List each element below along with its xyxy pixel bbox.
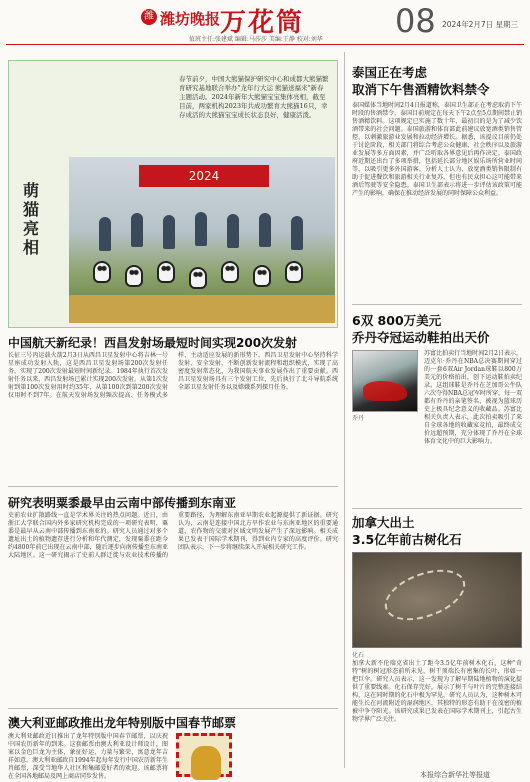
article-body-research: 史前农业扩散路线一直是学术界关注的热点问题。近日，由浙江大学联合国内外多家研究机构完成的一项研究表明，粟黍是最早从云南中部传播到东南亚的。研究人员通过对多个遗址出土的植物遗存进行分析和年代测定，发现粟黍在距今约4800年前已出现在云南中部，随后逐步向南传播至东南亚大陆地区。这一研究揭示了史前人群迁徙与农业技术传播的重要路径，为理解东南亚早期农业起源提供了新证据。研究认为，云南是连接中国北方旱作农业与东南亚地区的重要通道，农作物的交流对区域文明发展产生了深远影响。相关成果已发表于国际学术期刊，得到业内专家的高度评价。研究团队表示，下一步将继续深入开展相关研究工作。 [8,512,338,559]
article-divider [352,508,522,509]
panda-cub [157,261,175,283]
keeper-figure [291,216,303,250]
article-divider [352,304,522,305]
keeper-figure [99,217,111,251]
article-title-fossil: 加拿大出土 3.5亿年前古树化石 [352,515,462,547]
masthead-rule [6,44,524,45]
article-body-space: 长征三号丙运载火箭2月3日从西昌卫星发射中心将吉林一号星座成功发射入轨，这是西昌卫星发射场第200次发射任务，实现了200次发射最短时间新纪录。1984年执行首次发射任务以来，西昌发射场已累计实现200次发射。从第1次发射到第100次发射用时约35年，从第100次到第200次发射仅用时不到7年。在航天发射场发射频次提高、任务模式多样、主动适应发展的新形势下，西昌卫星发射中心坚持科学发射、安全发射，不断创新发射流程和组织模式，实现了高密度发射常态化，为我国航天事业发展作出了重要贡献。西昌卫星发射场具有三个发射工位，先后执行了北斗导航系统全部卫星发射任务以及嫦娥系列探月任务。 [8,352,338,399]
page-number: 08 [395,2,436,40]
panda-group-photo [69,157,335,323]
hay-bales [69,295,335,323]
article-title-shoes: 6双 800万美元 乔丹夺冠运动鞋拍出天价 [352,313,490,345]
newspaper-name: 潍坊晚报 [160,10,221,28]
fossil-image [352,552,522,648]
section-title: 万花筒 [220,8,305,38]
article-body-fossil: 加拿大新不伦瑞克省出土了距今3.5亿年前树木化石，这种"奇特"树的树冠形态前所未见，树干顶端长有密集的长叶，形如一把巨伞。研究人员表示，这一发现为了解早期陆地植物的演化提供了重要线索。化石保存完好，展示了树干与叶片的完整连接结构，这在同时期的化石中极为罕见。研究人员认为，这种树木可能生长在河流附近的湿润地区，其独特的形态有助于在茂密的植被中争夺阳光。该研究成果已发表在国际学术期刊上，引起古生物学界广泛关注。 [352,660,522,723]
panda-cub [93,261,111,283]
panda-cub [221,261,239,283]
column-divider [344,52,345,768]
article-title-thailand: 泰国正在考虑 取消下午售酒精饮料禁令 [352,65,490,97]
panda-cub [125,265,143,287]
panda-cub [285,261,303,283]
article-body-stamp-a: 澳大利亚邮政近日推出了龙年特别版中国春节邮票，以庆祝中国农历新年的到来。这套邮票由澳大利亚设计师设计，图案以金色巨龙为主体，象征好运、力量与繁荣，寓意龙年吉祥如意。澳大利亚邮政自1994年起每年发行中国农历新年生肖邮票，深受当地华人社区和集邮爱好者的欢迎。该邮票将在全国各地邮局及网上商店同步发售。 [8,733,168,780]
newspaper-logo-icon: 潍 [141,9,157,25]
feature-title: 萌猫亮相 [23,181,40,257]
article-title-space: 中国航天新纪录！西昌发射场最短时间实现200次发射 [8,336,298,350]
keeper-figure [131,213,143,247]
article-divider [8,486,338,487]
article-body-thailand: 泰国媒体当地时间2月4日报道称，泰国卫生部正在考虑取消下午时段的售酒禁令，泰国目前规定在每天下午2点至5点期间禁止销售酒精饮料。这项规定已实施了数十年，最初目的是为了减少饮酒带来的社会问题。泰国旅游和体育部此前建议放宽酒类销售管控，以刺激旅游业发展和拉动经济增长。据悉，该提议目前仍处于讨论阶段，相关部门将综合考虑公众健康、社会秩序以及旅游业发展等多方面因素，并广泛听取各界意见后再作决定。泰国政府近期还出台了多项举措，包括延长部分地区娱乐场所营业时间等，以吸引更多外国游客。分析人士认为，放宽酒类销售限制有助于促进餐饮和旅游相关行业复苏，但也有民众担心这可能带来酒后驾驶等安全隐患。泰国卫生部表示将进一步评估该政策可能产生的影响，确保在推动经济发展的同时保障公众利益。 [352,102,522,197]
article-divider [8,708,338,709]
feature-intro-text: 春节前夕，中国大熊猫保护研究中心和成都大熊猫繁育研究基地联合举办"龙年行大运 熊猫送福来"新春主题活动。2024年新年大熊猫宝宝集体亮相，截至目前，两家机构2023年共成功繁育大熊猫16只，幸存成活的大熊猫宝宝成长状态良好，健康活泼。 [179,75,329,119]
dragon-stamp-image [176,733,232,777]
publication-date: 2024年2月7日 星期三 [442,20,519,29]
article-title-stamp: 澳大利亚邮政推出龙年特别版中国春节邮票 [8,716,237,730]
article-body-shoes-a: 苏富比拍卖行当地时间2月2日表示，迈克尔·乔丹在NBA总决赛期间穿过的一套6双Air Jordan球鞋以800万美元的价格拍出，创下运动鞋拍卖纪录。这组球鞋是乔丹在芝加哥公牛队六次夺得NBA总冠军时所穿，每一双都有乔丹的亲笔签名，被视为篮球历史上极具纪念意义的收藏品。苏富比相关负责人表示，此次拍卖吸引了来自全球各地的收藏家竞拍，最终成交价远超预期，充分体现了乔丹在全球体育文化中的巨大影响力。 [424,350,522,445]
masthead [0,0,530,44]
keeper-figure [259,213,271,247]
keeper-figure [227,214,239,248]
editor-credits: 值班主任:张建斌 编辑:马莎莎 美编:王静 校对:刘华 [189,36,323,43]
keeper-figure [163,215,175,249]
panda-cub [253,265,271,287]
keeper-figure [195,212,207,246]
article-title-research: 研究表明粟黍最早由云南中部传播到东南亚 [8,496,237,510]
feature-photo-box [8,60,338,328]
sneaker-caption: 乔丹 [352,415,365,422]
panda-cub [189,267,207,289]
footer-credit: 本报综合新华社等报道 [420,771,490,779]
photo-banner: 2024 [139,165,269,187]
fossil-caption: 化石 [352,652,365,659]
sneaker-image [352,350,418,412]
